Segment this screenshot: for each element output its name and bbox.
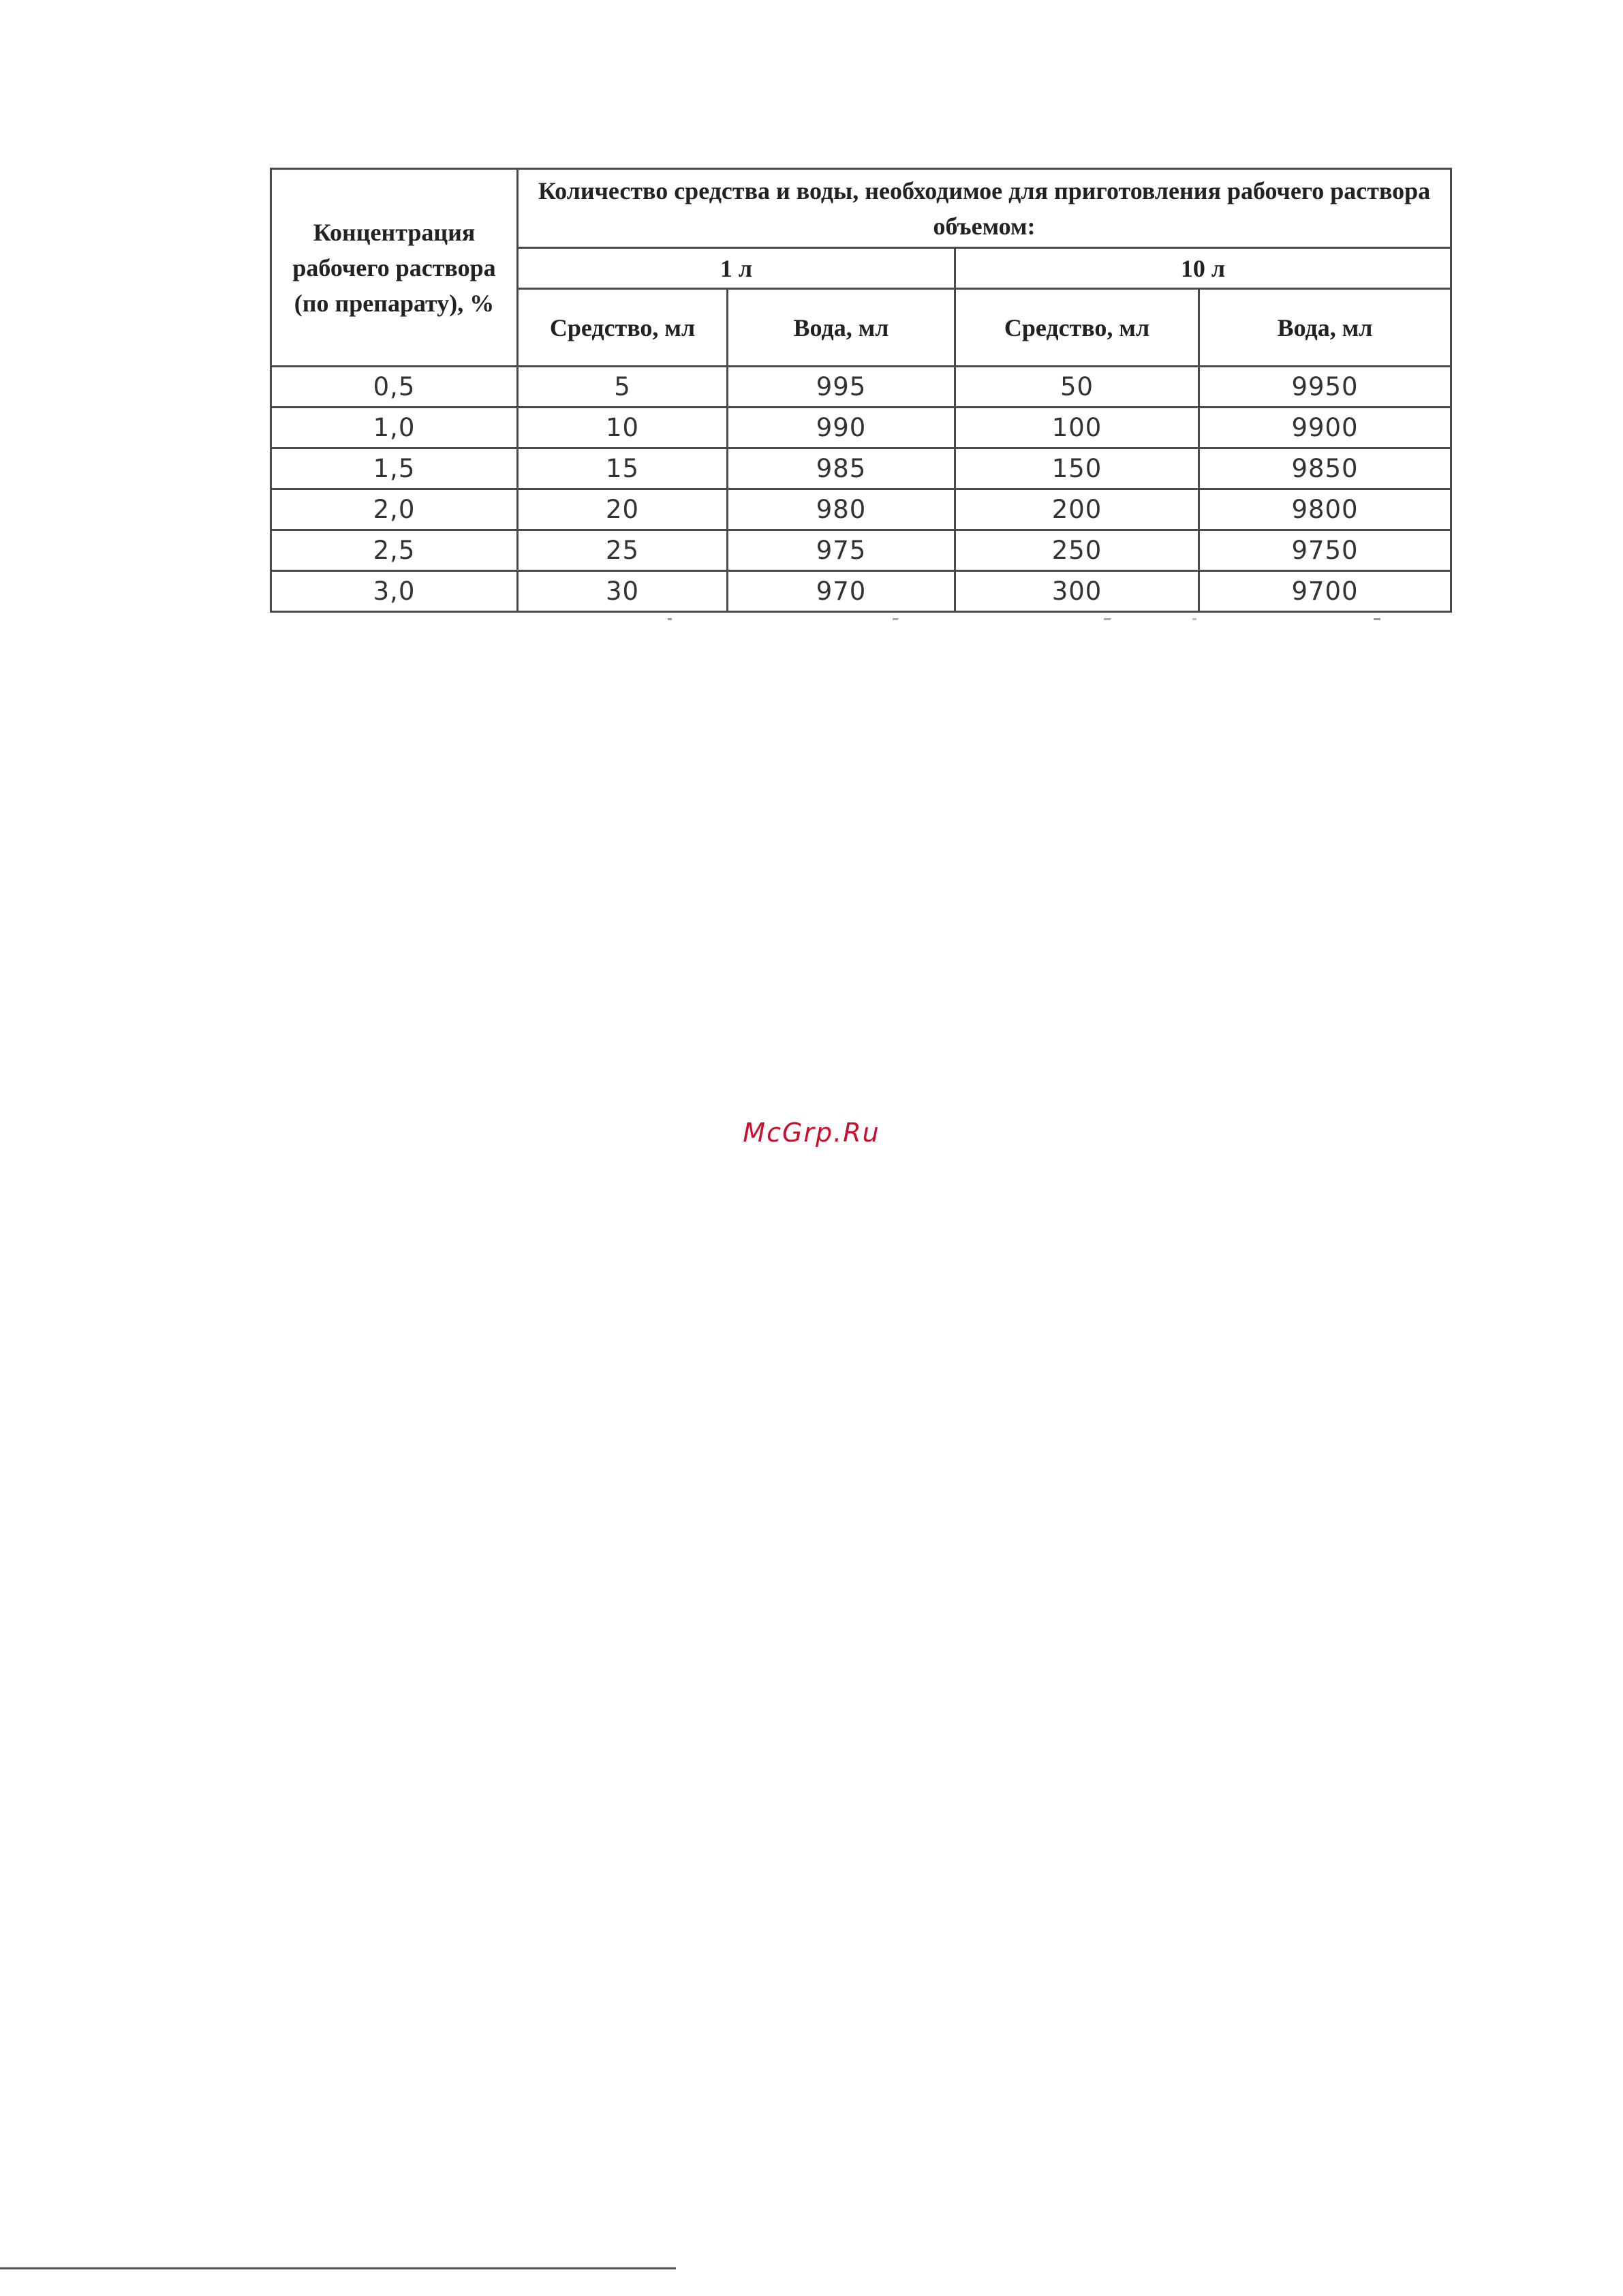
table-cell: 2,0 <box>271 489 518 530</box>
table-cell: 5 <box>518 367 728 408</box>
table-cell: 2,5 <box>271 530 518 571</box>
table-cell: 300 <box>955 571 1199 612</box>
table-cell: 250 <box>955 530 1199 571</box>
table-cell: 15 <box>518 448 728 489</box>
table-row <box>271 530 1451 571</box>
table-cell: 970 <box>728 571 955 612</box>
volume-10l-header: 10 л <box>955 248 1451 289</box>
table-cell: 25 <box>518 530 728 571</box>
table-cell: 1,5 <box>271 448 518 489</box>
table-cell: 975 <box>728 530 955 571</box>
table-cell: 1,0 <box>271 408 518 448</box>
table-row <box>271 408 1451 448</box>
water-10l-header: Вода, мл <box>1199 289 1451 367</box>
water-1l-header: Вода, мл <box>728 289 955 367</box>
table-cell: 9900 <box>1199 408 1451 448</box>
agent-1l-header: Средство, мл <box>518 289 728 367</box>
table-cell: 9750 <box>1199 530 1451 571</box>
dilution-table <box>270 168 1452 613</box>
table-cell: 9950 <box>1199 367 1451 408</box>
table-cell: 990 <box>728 408 955 448</box>
concentration-header: Концентрация рабочего раствора (по препарату), % <box>271 169 518 367</box>
table-cell: 985 <box>728 448 955 489</box>
table-cell: 200 <box>955 489 1199 530</box>
table-cell: 10 <box>518 408 728 448</box>
table-cell: 150 <box>955 448 1199 489</box>
footnote-divider <box>0 2267 676 2269</box>
table-cell: 9700 <box>1199 571 1451 612</box>
table-row <box>271 367 1451 408</box>
table-cell: 3,0 <box>271 571 518 612</box>
table-cell: 0,5 <box>271 367 518 408</box>
table-cell: 995 <box>728 367 955 408</box>
table-cell: 30 <box>518 571 728 612</box>
amount-header: Количество средства и воды, необходимое для приготовления рабочего раствора объемом: <box>518 169 1451 248</box>
agent-10l-header: Средство, мл <box>955 289 1199 367</box>
table-row <box>271 489 1451 530</box>
table-row <box>271 448 1451 489</box>
table-cell: 9800 <box>1199 489 1451 530</box>
table-cell: 980 <box>728 489 955 530</box>
watermark-text: McGrp.Ru <box>743 1118 880 1148</box>
table-cell: 50 <box>955 367 1199 408</box>
scan-artifact-line <box>668 617 1383 622</box>
table-row <box>271 571 1451 612</box>
table-cell: 20 <box>518 489 728 530</box>
table-cell: 9850 <box>1199 448 1451 489</box>
volume-1l-header: 1 л <box>518 248 955 289</box>
table-cell: 100 <box>955 408 1199 448</box>
